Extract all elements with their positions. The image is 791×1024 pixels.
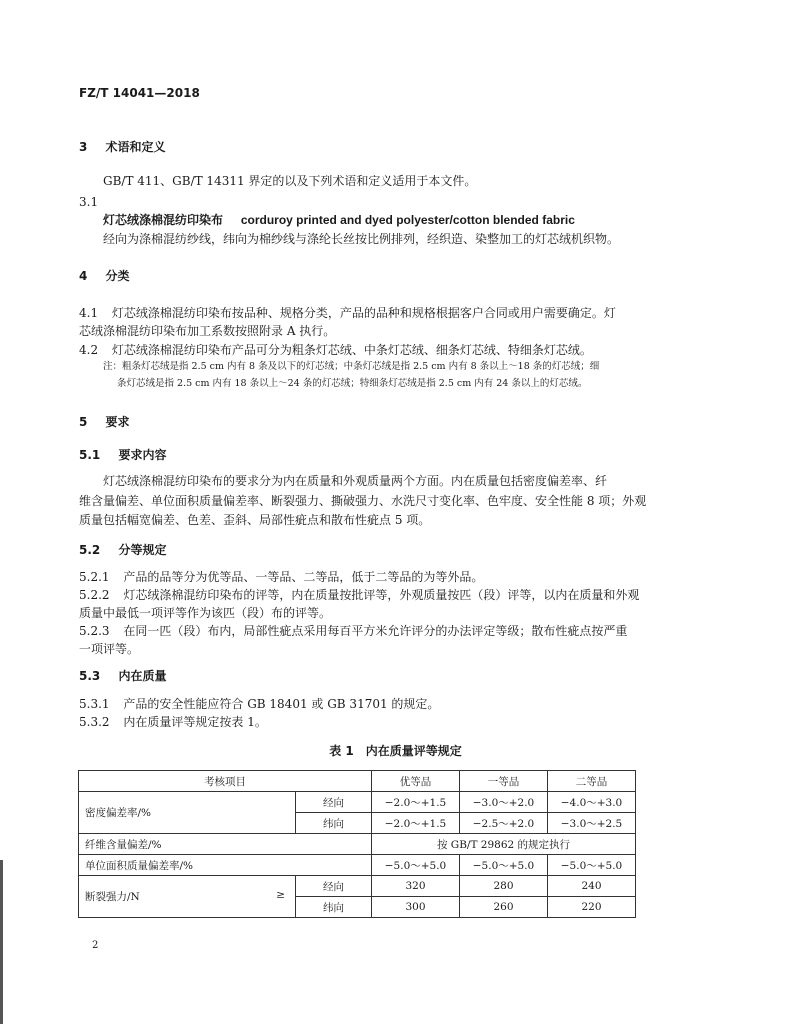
clause-4-2 [79, 340, 592, 360]
value-cell: −3.0～+2.0 [460, 792, 548, 813]
para-5-1-line-1: 灯芯绒涤棉混纺印染布的要求分为内在质量和外观质量两个方面。内在质量包括密度偏差率、纤 [103, 474, 608, 488]
value-cell: −5.0～+5.0 [460, 855, 548, 876]
clause-text: 产品的安全性能应符合 GB 18401 或 GB 31701 的规定。 [123, 697, 440, 711]
subsection-number: 5.1 [79, 448, 101, 462]
value-cell: 260 [460, 897, 548, 918]
section-title: 分类 [105, 269, 130, 283]
note-line-1: 注：粗条灯芯绒是指 2.5 cm 内有 8 条及以下的灯芯绒；中条灯芯绒是指 2.5 cm 内有 8 条以上～18 条的灯芯绒；细 [103, 361, 600, 372]
value-cell: −2.0～+1.5 [372, 813, 460, 834]
value-cell: 220 [548, 897, 636, 918]
subsection-5-1-heading [79, 446, 166, 463]
term-english: corduroy printed and dyed polyester/cotton blended fabric [240, 213, 575, 227]
section-number: 3 [79, 140, 88, 154]
value-cell: 320 [372, 876, 460, 897]
clause-number: 5.2.1 [79, 570, 110, 584]
header-cell: 一等品 [460, 771, 548, 792]
section-title: 要求 [105, 415, 130, 429]
clause-text: 内在质量评等规定按表 1。 [123, 715, 267, 729]
section-3-heading [79, 138, 166, 155]
subsection-number: 5.3 [79, 669, 101, 683]
subsection-title: 分等规定 [118, 543, 167, 557]
clause-text: 产品的品等分为优等品、一等品、二等品，低于二等品的为等外品。 [123, 570, 484, 584]
clause-text: 灯芯绒涤棉混纺印染布按品种、规格分类，产品的品种和规格根据客户合同或用户需要确定。灯 [111, 306, 616, 320]
header-cell: 二等品 [548, 771, 636, 792]
ge-sign: ≥ [276, 889, 285, 901]
clause-number: 5.3.2 [79, 715, 110, 729]
value-cell: 280 [460, 876, 548, 897]
clause-5-3-1 [79, 694, 439, 714]
section-3-intro: GB/T 411、GB/T 14311 界定的以及下列术语和定义适用于本文件。 [103, 174, 477, 188]
quality-grading-table [78, 770, 636, 918]
clause-number: 5.2.2 [79, 588, 110, 602]
note-line-2: 条灯芯绒是指 2.5 cm 内有 18 条以上～24 条的灯芯绒；特细条灯芯绒是指 2.5 cm 内有 24 条以上的灯芯绒。 [117, 378, 588, 389]
para-5-1-line-3: 质量包括幅宽偏差、色差、歪斜、局部性疵点和散布性疵点 5 项。 [79, 513, 431, 527]
term-chinese: 灯芯绒涤棉混纺印染布 [103, 213, 224, 227]
subsection-number: 5.2 [79, 543, 101, 557]
clause-text: 灯芯绒涤棉混纺印染布的评等，内在质量按批评等，外观质量按匹（段）评等，以内在质量和外观 [123, 588, 640, 602]
section-number: 4 [79, 269, 88, 283]
header-cell: 优等品 [372, 771, 460, 792]
section-title: 术语和定义 [105, 140, 166, 154]
value-cell: −2.0～+1.5 [372, 792, 460, 813]
table-row [79, 792, 636, 813]
subsection-5-2-heading [79, 541, 166, 558]
clause-number: 5.2.3 [79, 624, 110, 638]
clause-4-1 [79, 303, 616, 323]
clause-5-2-2-cont: 质量中最低一项评等作为该匹（段）布的评等。 [79, 606, 332, 620]
value-cell: 240 [548, 876, 636, 897]
page-number: 2 [92, 940, 99, 951]
term-number: 3.1 [79, 195, 99, 209]
row-label: 单位面积质量偏差率/% [79, 855, 372, 876]
clause-5-2-2 [79, 585, 639, 605]
direction-cell: 经向 [296, 792, 372, 813]
header-cell: 考核项目 [79, 771, 372, 792]
clause-4-1-cont: 芯绒涤棉混纺印染布加工系数按照附录 A 执行。 [79, 324, 336, 338]
subsection-title: 要求内容 [118, 448, 167, 462]
section-number: 5 [79, 415, 88, 429]
table-row [79, 855, 636, 876]
row-label [79, 876, 296, 918]
subsection-title: 内在质量 [118, 669, 167, 683]
direction-cell: 纬向 [296, 897, 372, 918]
row-label: 纤维含量偏差/% [79, 834, 372, 855]
clause-text: 在同一匹（段）布内，局部性疵点采用每百平方米允许评分的办法评定等级；散布性疵点按严重 [123, 624, 628, 638]
table-row [79, 834, 636, 855]
clause-5-3-2 [79, 712, 267, 732]
document-code: FZ/T 14041—2018 [79, 86, 200, 100]
value-cell: −5.0～+5.0 [548, 855, 636, 876]
value-cell: −2.5～+2.0 [460, 813, 548, 834]
clause-5-2-3-cont: 一项评等。 [79, 642, 140, 656]
value-cell: −3.0～+2.5 [548, 813, 636, 834]
term-definition: 经向为涤棉混纺纱线，纬向为棉纱线与涤纶长丝按比例排列，经织造、染整加工的灯芯绒机织物。 [103, 232, 620, 246]
value-cell: 300 [372, 897, 460, 918]
subsection-5-3-heading [79, 667, 166, 684]
scan-edge-bar [0, 860, 3, 1024]
clause-number: 5.3.1 [79, 697, 110, 711]
direction-cell: 经向 [296, 876, 372, 897]
direction-cell: 纬向 [296, 813, 372, 834]
table-caption: 表 1 内在质量评等规定 [329, 744, 462, 758]
term-title [103, 211, 575, 228]
para-5-1-line-2: 维含量偏差、单位面积质量偏差率、断裂强力、撕破强力、水洗尺寸变化率、色牢度、安全性能 8 项；外观 [79, 494, 647, 508]
section-4-heading [79, 267, 130, 284]
clause-5-2-3 [79, 621, 627, 641]
clause-number: 4.2 [79, 343, 99, 357]
value-cell: −5.0～+5.0 [372, 855, 460, 876]
table-header-row [79, 771, 636, 792]
value-cell: 按 GB/T 29862 的规定执行 [372, 834, 636, 855]
table-row [79, 876, 636, 897]
row-label: 密度偏差率/% [79, 792, 296, 834]
value-cell: −4.0～+3.0 [548, 792, 636, 813]
clause-text: 灯芯绒涤棉混纺印染布产品可分为粗条灯芯绒、中条灯芯绒、细条灯芯绒、特细条灯芯绒。 [111, 343, 592, 357]
clause-number: 4.1 [79, 306, 99, 320]
clause-5-2-1 [79, 567, 483, 587]
section-5-heading [79, 413, 130, 430]
row-label-text: 断裂强力/N [85, 891, 140, 903]
